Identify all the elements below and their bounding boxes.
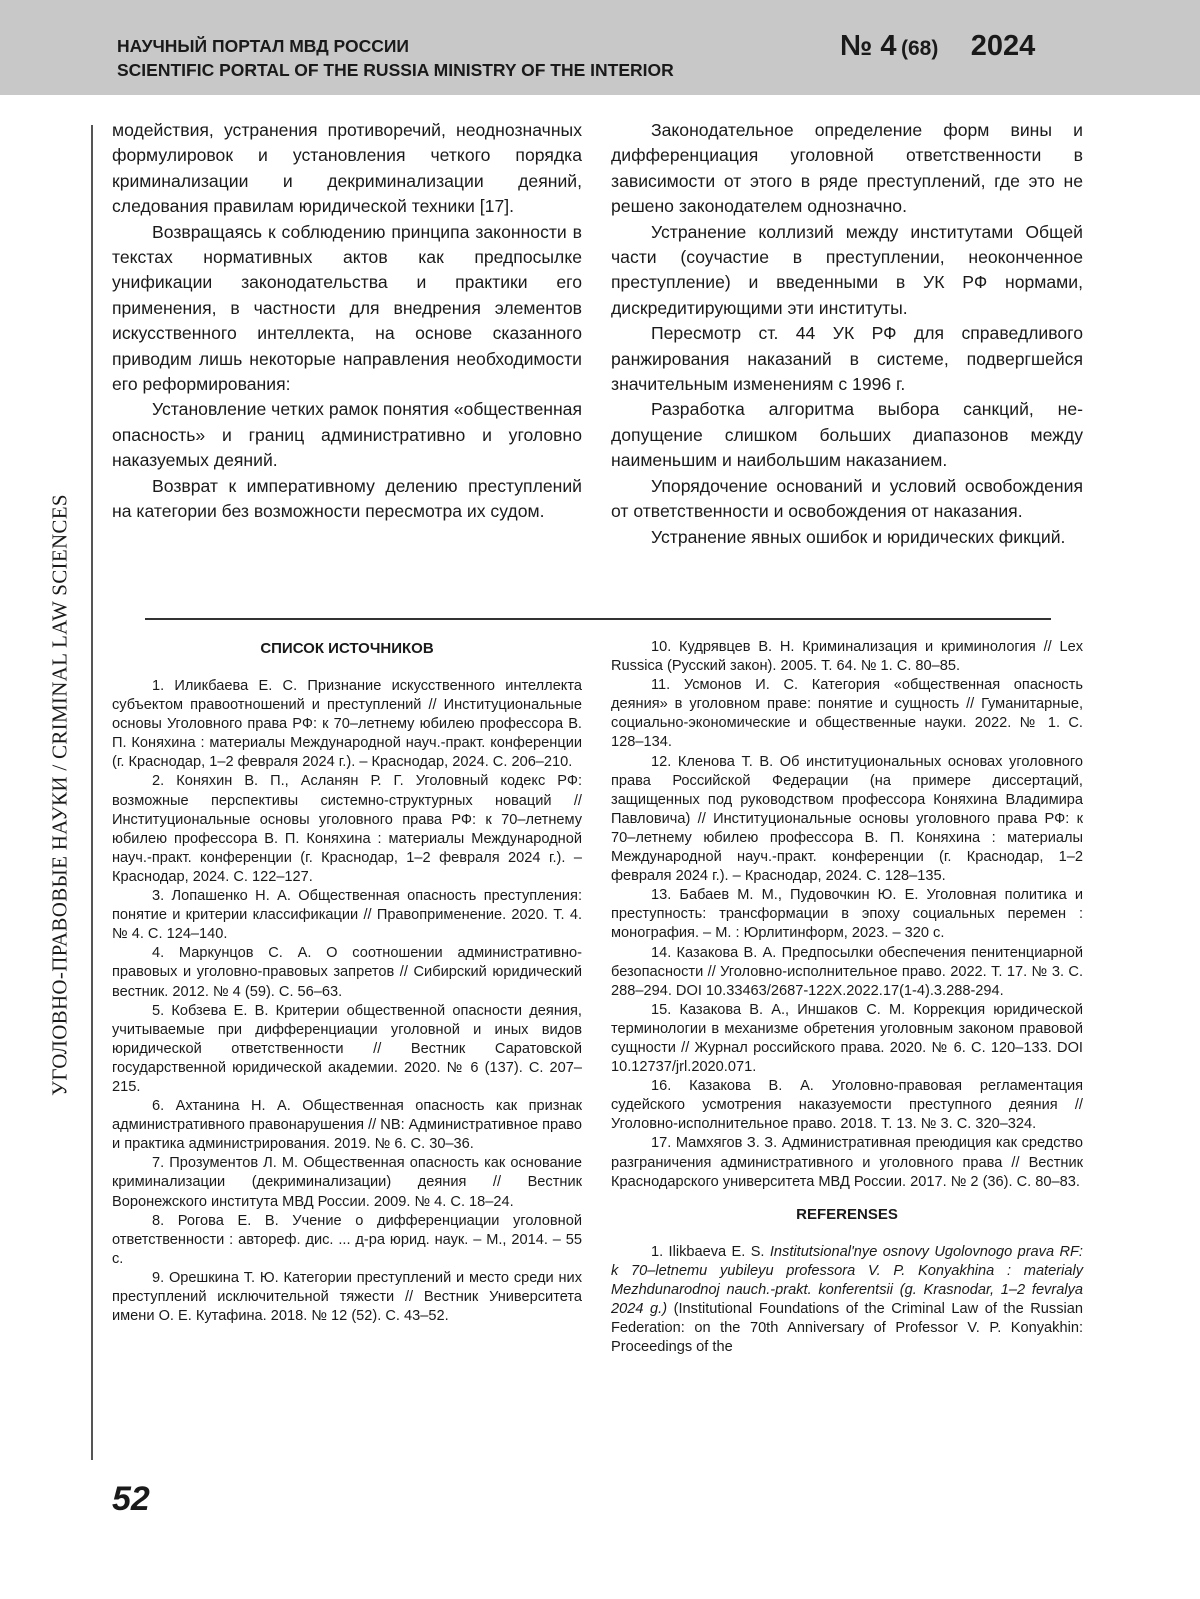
reference-item: 10. Кудрявцев В. Н. Криминализация и криминология // Lex Russica (Русский закон). 2005. Т. 64. № 1. С. 80–85. [611,639,1083,675]
body-paragraph: модействия, устранения противоречий, неоднозначных формулировок и установления четкого порядка криминализации и декриминализации деяний, следования правилам юридической техники [17]. [112,120,582,217]
journal-title [117,34,674,82]
journal-title-en: SCIENTIFIC PORTAL OF THE RUSSIA MINISTRY OF THE INTERIOR [117,60,674,80]
reference-item: 2. Коняхин В. П., Асланян Р. Г. Уголовный кодекс РФ: возможные перспективы системно-структурных новаций // Институциональные основы уголовного права РФ: к 70–летнему юбилею профессора В. П. Коняхина : материалы Международной науч.-практ. конференции (г. Краснодар, 1–2 февраля 2024 г.). – Краснодар, 2024. С. 122–127. [112,773,582,885]
issue-year: 2024 [970,30,1036,62]
body-column-left [112,118,582,525]
reference-item: 13. Бабаев М. М., Пудовочкин Ю. Е. Уголовная политика и преступность: трансформации в эпоху социальных перемен : монография. – М. : Юрлитинформ, 2023. – 320 с. [611,887,1083,942]
references-heading: СПИСОК ИСТОЧНИКОВ [260,640,434,657]
body-paragraph: Законодательное определение форм вины и дифференциация уголовной ответственности в зависимости от этого в ряде преступлений, где это не решено законодателем однозначно. [611,120,1083,217]
reference-item: 9. Орешкина Т. Ю. Категории преступлений и место среди них преступлений исключительной тяжести // Вестник Университета имени О. Е. Кутафина. 2018. № 12 (52). С. 43–52. [112,1269,582,1325]
english-reference-author: 1. Ilikbaeva E. S. [651,1243,770,1260]
english-reference-translation: (Institutional Foundations of the Criminal Law of the Russian Federation: on the 70th Anniversary of Professor V. P. Konyakhin: Proceedings of the [611,1301,1083,1356]
reference-item: 7. Прозументов Л. М. Общественная опасность как основание криминализации (декриминализации) деяния // Вестник Воронежского института МВД России. 2009. № 4. С. 18–24. [112,1155,582,1210]
reference-item: 5. Кобзева Е. В. Критерии общественной опасности деяния, учитываемые при дифференциации уголовной и иных видов юридической ответственности // Вестник Саратовской государственной юридической академии. 2020. № 6 (137). С. 207–215. [112,1002,582,1095]
body-paragraph: Возвращаясь к соблюдению принципа законности в текстах нормативных актов как предпосылке унификации законодательства и практики его применения, в частности для внедрения элементов искусственного интеллекта, на основе сказанного приводим лишь некоторые направления необходимости его реформирования: [112,221,582,395]
reference-item: 16. Казакова В. А. Уголовно-правовая регламентация судейского усмотрения наказуемости преступного деяния // Уголовно-исполнительное право. 2018. Т. 13. № 3. С. 320–324. [611,1078,1083,1133]
issue-number: № 4 [840,30,897,62]
reference-item: 14. Казакова В. А. Предпосылки обеспечения пенитенциарной безопасности // Уголовно-исполнительное право. 2022. Т. 17. № 3. С. 288–294. DOI 10.33463/2687-122X.2022.17(1-4).3.288-294. [611,944,1083,999]
journal-header [0,0,1200,95]
reference-item: 12. Кленова Т. В. Об институциональных основах уголовного права Российской Федерации (на примере диссертаций, защищенных под руководством профессора Коняхина Владимира Павловича) // Институциональные основы уголовного права РФ: к 70–летнему юбилею профессора В. П. Коняхина : материалы Международной науч.-практ. конференции (г. Краснодар, 1–2 февраля 2024 г.). – Краснодар, 2024. С. 128–135. [611,753,1083,885]
body-paragraph: Возврат к императивному делению преступлений на категории без возможности пересмотра их судом. [112,475,582,522]
journal-title-ru: НАУЧНЫЙ ПОРТАЛ МВД РОССИИ [117,36,410,56]
english-reference-title-italic: Institutsional'nye osnovy Ugolovnogo prava RF: k 70–letnemu yubileyu professora V. P. Konyakhina : materialy Mezhdunarodnoj nauch.-prakt. konferentsii (g. Krasnodar, 1–2 fevralya 2024 g.) [611,1243,1083,1317]
body-paragraph: Установление четких рамок понятия «общественная опасность» и границ административно и уголовно наказуемых деяний. [112,399,582,471]
reference-item: 17. Мамхягов З. З. Административная преюдиция как средство разграничения административного и уголовного права // Вестник Краснодарского университета МВД России. 2017. № 2 (36). С. 80–83. [611,1135,1083,1190]
english-references-heading: REFERENSES [796,1205,898,1223]
left-margin-rule [91,125,93,1460]
section-side-label-text: УГОЛОВНО-ПРАВОВЫЕ НАУКИ / CRIMINAL LAW SCIENCES [47,494,72,1096]
reference-item: 4. Маркунцов С. А. О соотношении административно-правовых и уголовно-правовых запретов // Сибирский юридический вестник. 2012. № 4 (59). С. 56–63. [112,945,582,1000]
issue-total-number: (68) [900,37,939,60]
reference-item: 6. Ахтанина Н. А. Общественная опасность как признак административного правонарушения // NB: Административное право и практика администрирования. 2019. № 6. С. 30–36. [112,1098,582,1153]
references-column-left [112,638,582,1326]
body-paragraph: Разработка алгоритма выбора санкций, недопущение слишком больших диапазонов между наименьшим и наибольшим наказанием. [611,399,1083,471]
body-paragraph: Устранение коллизий между институтами Общей части (соучастие в преступлении, неоконченное преступление) и введенными в УК РФ нормами, дискредитирующими эти институты. [611,221,1083,318]
reference-item: 8. Рогова Е. В. Учение о дифференциации уголовной ответственности : автореф. дис. ... д-ра юрид. наук. – М., 2014. – 55 с. [112,1212,582,1267]
reference-item: 11. Усмонов И. С. Категория «общественная опасность деяния» в уголовном праве: понятие и сущность // Гуманитарные, социально-экономические и общественные науки. 2022. № 1. С. 128–134. [611,677,1083,751]
body-column-right [611,118,1083,550]
body-paragraph: Пересмотр ст. 44 УК РФ для справедливого ранжирования наказаний в системе, подвергшейся значительным изменениям с 1996 г. [611,323,1083,395]
page-number: 52 [112,1480,150,1518]
english-reference-item [611,1243,1083,1358]
body-paragraph: Устранение явных ошибок и юридических фикций. [651,526,1066,547]
reference-item: 1. Иликбаева Е. С. Признание искусственного интеллекта субъектом правоотношений и преступлений // Институциональные основы Уголовного права РФ: к 70–летнему юбилею профессора В. П. Коняхина : материалы Международной науч.-практ. конференции (г. Краснодар, 1–2 февраля 2024 г.). – Краснодар, 2024. С. 206–210. [112,678,582,771]
references-column-right [611,638,1083,1357]
reference-item: 15. Казакова В. А., Иншаков С. М. Коррекция юридической терминологии в механизме обретения уголовным законом правовой сущности // Журнал российского права. 2020. № 6. С. 120–133. DOI 10.12737/jrl.2020.071. [611,1001,1083,1076]
body-paragraph: Упорядочение оснований и условий освобождения от ответственности и освобождения от наказания. [611,475,1083,522]
reference-item: 3. Лопашенко Н. А. Общественная опасность преступления: понятие и критерии классификации // Правоприменение. 2020. Т. 4. № 4. С. 124–140. [112,888,582,943]
section-divider [145,618,1051,620]
issue-info [840,30,1035,63]
